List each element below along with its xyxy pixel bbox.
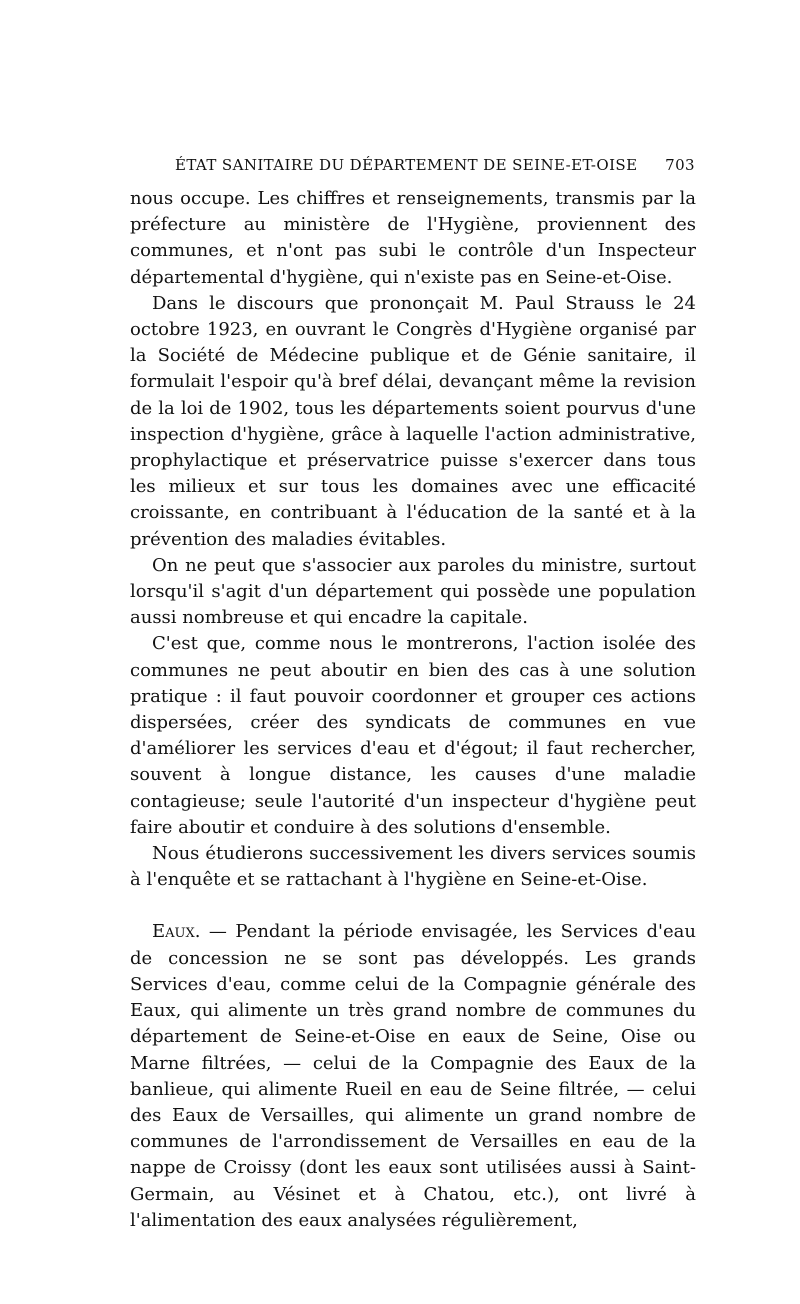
section-text-eaux: — Pendant la période envisagée, les Services d'eau de concession ne se sont pas développés. Les grands Services d'eau, comme celui de la Compagnie générale des Eaux, qui alimente un très grand nombre de communes du département de Seine-et-Oise en eaux de Seine, Oise ou Marne filtrées, — celui de la Compagnie des Eaux de la banlieue, qui alimente Rueil en eau de Seine filtrée, — celui des Eaux de Versailles, qui alimente un grand nombre de communes de l'arrondissement de Versailles en eau de la nappe de Croissy (dont les eaux sont utilisées aussi à Saint-Germain, au Vésinet et à Chatou, etc.), ont livré à l'alimentation des eaux analysées régulièrement, [130, 921, 696, 1231]
running-title: ÉTAT SANITAIRE DU DÉPARTEMENT DE SEINE-ET-OISE [175, 156, 638, 174]
paragraph-coordination: C'est que, comme nous le montrerons, l'action isolée des communes ne peut aboutir en bien des cas à une solution pratique : il faut pouvoir coordonner et grouper ces actions dispersées, créer des syndicats de communes en vue d'améliorer les services d'eau et d'égout; il faut rechercher, souvent à longue distance, les causes d'une maladie contagieuse; seule l'autorité d'un inspecteur d'hygiène peut faire aboutir et conduire à des solutions d'ensemble. [130, 633, 696, 838]
paragraph-minister: On ne peut que s'associer aux paroles du ministre, surtout lorsqu'il s'agit d'un département qui possède une population aussi nombreuse et qui encadre la capitale. [130, 554, 696, 629]
running-head [175, 156, 695, 174]
section-heading-eaux: Eaux. [152, 921, 201, 943]
paragraph-strauss-speech: Dans le discours que prononçait M. Paul Strauss le 24 octobre 1923, en ouvrant le Congrès d'Hygiène organisé par la Société de Médecine publique et de Génie sanitaire, il formulait l'espoir qu'à bref délai, devançant même la revision de la loi de 1902, tous les départements soient pourvus d'une inspection d'hygiène, grâce à laquelle l'action administrative, prophylactique et préservatrice puisse s'exercer dans tous les milieux et sur tous les domaines avec une efficacité croissante, en contribuant à l'éducation de la santé et à la prévention des maladies évitables. [130, 292, 696, 550]
section-spacer [130, 893, 696, 919]
paragraph-study-plan: Nous étudierons successivement les divers services soumis à l'enquête et se rattachant à l'hygiène en Seine-et-Oise. [130, 843, 696, 891]
body-text [130, 186, 696, 1234]
paragraph-continuation: nous occupe. Les chiffres et renseignements, transmis par la préfecture au ministère de l'Hygiène, proviennent des communes, et n'ont pas subi le contrôle d'un Inspecteur départemental d'hygiène, qui n'existe pas en Seine-et-Oise. [130, 188, 696, 288]
paragraph-eaux [130, 919, 696, 1233]
page-number: 703 [665, 156, 695, 174]
